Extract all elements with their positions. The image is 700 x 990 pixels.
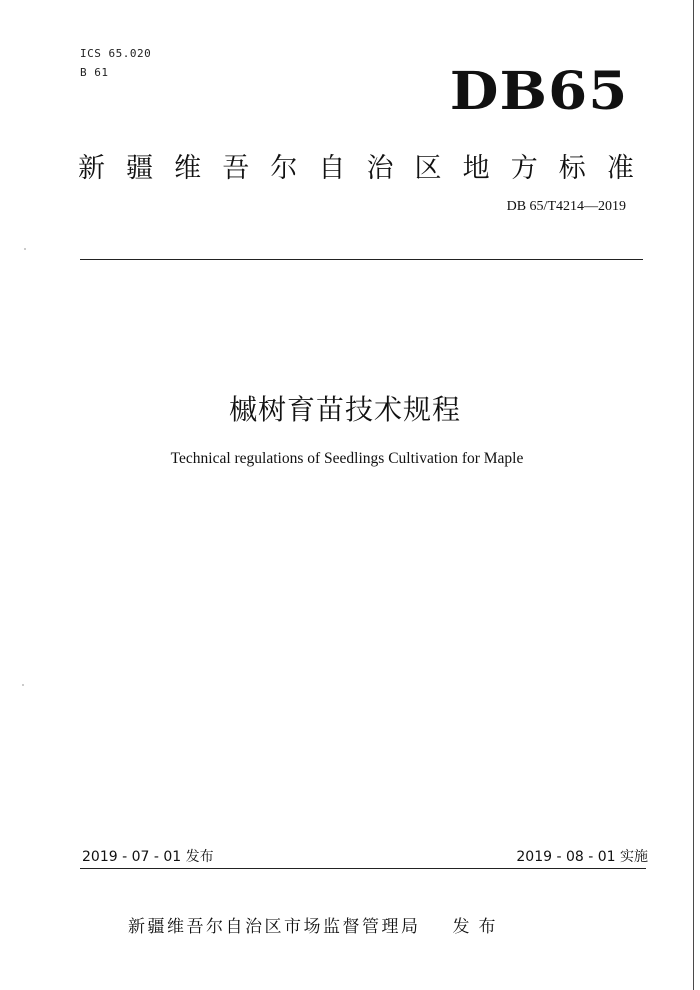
clc-code: B 61 bbox=[80, 66, 109, 79]
document-title-chinese: 槭树育苗技术规程 bbox=[228, 393, 461, 426]
header-divider bbox=[80, 259, 643, 260]
category-char: 维 bbox=[174, 153, 202, 184]
category-char: 吾 bbox=[222, 153, 250, 184]
category-char: 标 bbox=[558, 153, 586, 184]
category-char: 治 bbox=[366, 153, 394, 184]
category-char: 方 bbox=[510, 153, 538, 184]
standard-category bbox=[78, 146, 634, 185]
category-char: 地 bbox=[462, 153, 490, 184]
document-title-english: Technical regulations of Seedlings Cultivation for Maple bbox=[170, 450, 524, 467]
publisher-line bbox=[128, 912, 505, 937]
issue-date: 2019 - 07 - 01 发布 bbox=[82, 849, 214, 865]
category-char: 自 bbox=[318, 153, 346, 184]
category-char: 新 bbox=[78, 153, 105, 184]
category-char: 准 bbox=[606, 153, 634, 184]
scan-speck bbox=[24, 248, 26, 250]
implementation-date: 2019 - 08 - 01 实施 bbox=[516, 849, 648, 865]
standard-logo: DB65 bbox=[449, 61, 628, 122]
scan-speck bbox=[22, 684, 24, 686]
footer-divider bbox=[80, 868, 646, 869]
category-char: 尔 bbox=[270, 153, 298, 184]
standard-number: DB 65/T4214—2019 bbox=[506, 199, 626, 214]
category-char: 区 bbox=[414, 153, 442, 184]
publish-label: 发布 bbox=[452, 917, 505, 937]
ics-code: ICS 65.020 bbox=[80, 47, 152, 60]
page-edge-line bbox=[693, 0, 694, 990]
publisher-name: 新疆维吾尔自治区市场监督管理局 bbox=[128, 917, 421, 937]
category-char: 疆 bbox=[126, 153, 154, 184]
